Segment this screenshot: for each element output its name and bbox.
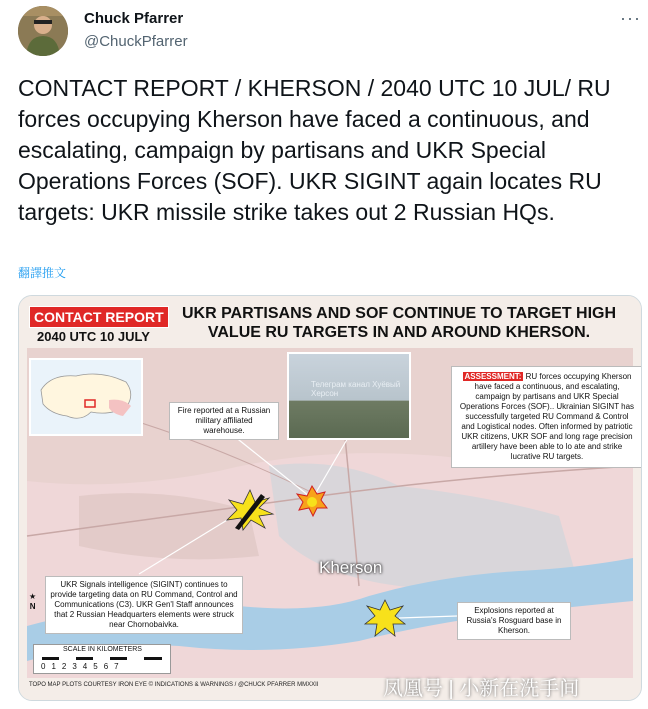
- assessment-label: ASSESSMENT:: [464, 372, 522, 381]
- explosion-icon: [363, 598, 407, 638]
- explosion-note: Explosions reported at Russia's Rosguard base in Kherson.: [457, 602, 571, 640]
- city-label: Kherson: [319, 558, 383, 577]
- avatar[interactable]: [18, 6, 68, 56]
- tweet-text: CONTACT REPORT / KHERSON / 2040 UTC 10 JUL/ RU forces occupying Kherson have faced a continuous, and escalating, campaign by partisans and UKR Special Operations Forces (SOF). UKR SIGINT again locates RU targets: UKR missile strike takes out 2 Russian HQs.: [18, 75, 611, 225]
- photo-caption: Телеграм канал Хуёвый Херсон: [311, 380, 401, 398]
- scale-title: SCALE IN KILOMETERS: [63, 646, 142, 653]
- ukraine-inset-icon: [31, 360, 141, 434]
- author-name[interactable]: Chuck Pfarrer: [84, 10, 184, 27]
- sigint-note: UKR Signals intelligence (SIGINT) continues to provide targeting data on RU Command, Control and Communications (C3). UKR Gen'l Staff announces that 2 Russian Headquarters elements were struck near Chornobaivka.: [45, 576, 243, 634]
- tweet-media[interactable]: [18, 295, 642, 701]
- north-arrow: [29, 592, 36, 612]
- watermark: 凤凰号 | 小新在洗手间: [383, 678, 580, 700]
- assessment-text: RU forces occupying Kherson have faced a continuous, and escalating, campaign by partisans and UKR Special Operations Forces (SOF).. Ukrainian SIGINT has successfully targeted RU Command & Control and Logistical nodes. Often informed by patriotic UKR citizens, UKR SOF and long rage precision artillery have been able to lo ate and strike lucrative RU targets.: [459, 372, 635, 461]
- map-footer: TOPO MAP PLOTS COURTESY IRON EYE © INDICATIONS & WARNINGS / @CHUCK PFARRER MMXXII: [29, 682, 319, 688]
- missile-strike-icon: [225, 488, 275, 532]
- assessment-box: [451, 366, 642, 468]
- scale-numbers: 01234567: [41, 662, 125, 671]
- fire-note: Fire reported at a Russian military affiliated warehouse.: [169, 402, 279, 440]
- translate-link[interactable]: 翻譯推文: [18, 266, 67, 280]
- avatar-image: [18, 6, 68, 56]
- inset-map: [29, 358, 143, 436]
- north-star-icon: ★: [29, 592, 37, 601]
- fire-icon: [295, 484, 329, 518]
- contact-report-label: CONTACT REPORT: [29, 306, 169, 328]
- contact-report-time: 2040 UTC 10 JULY: [37, 329, 150, 344]
- warehouse-photo: [287, 352, 411, 440]
- author-handle[interactable]: @ChuckPfarrer: [84, 33, 188, 50]
- map-headline: UKR PARTISANS AND SOF CONTINUE TO TARGET HIGH VALUE RU TARGETS IN AND AROUND KHERSON.: [181, 305, 617, 341]
- more-options-icon[interactable]: ···: [620, 8, 641, 28]
- north-label: N: [29, 602, 36, 611]
